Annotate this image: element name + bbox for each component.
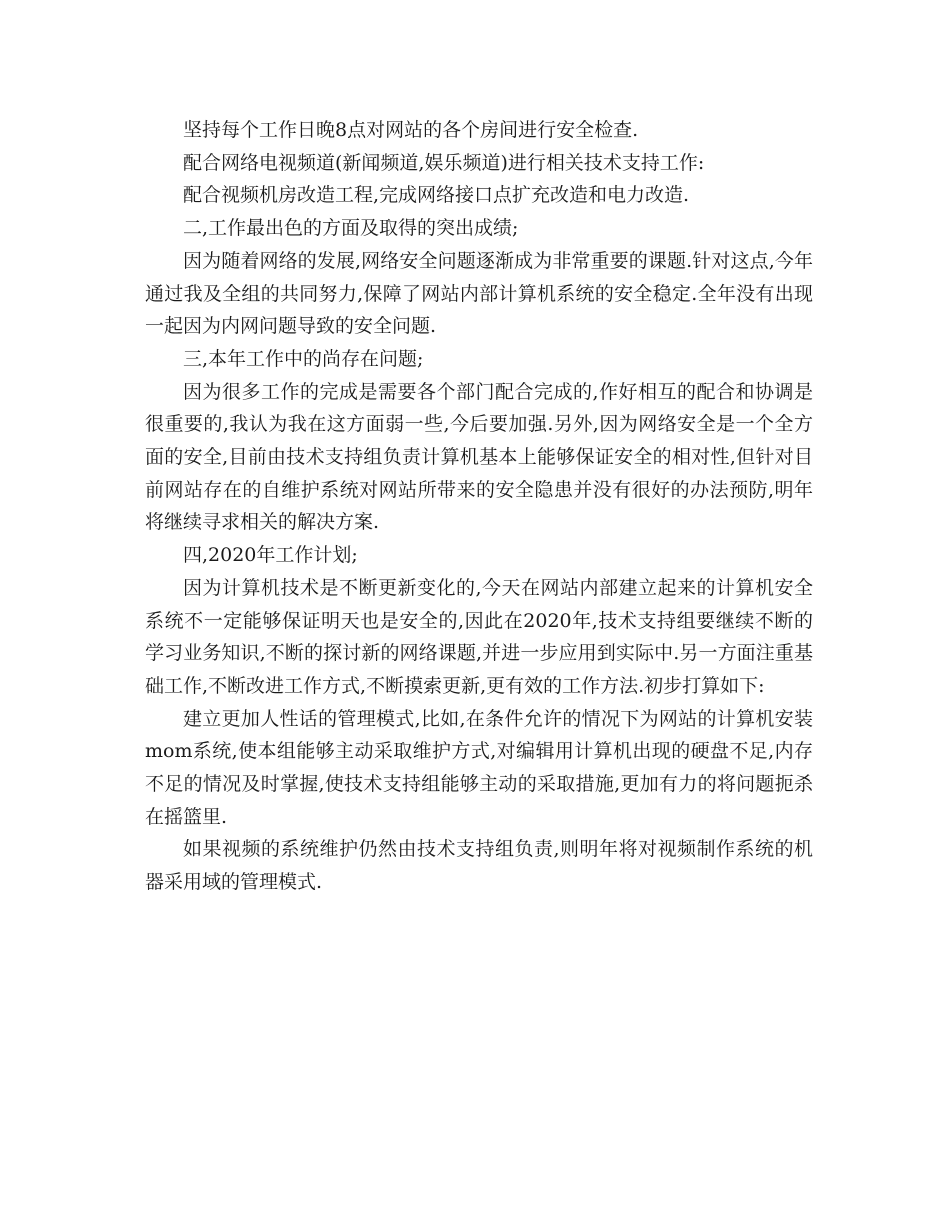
paragraph-problems: 因为很多工作的完成是需要各个部门配合完成的,作好相互的配合和协调是很重要的,我认为我在这方面弱一些,今后要加强.另外,因为网络安全是一个全方面的安全,目前由技术支持组负责计算机基本上能够保证安全的相对性,但针对目前网站存在的自维护系统对网站所带来的安全隐患并没有很好的办法预防,明年将继续寻求相关的解决方案.: [145, 380, 813, 534]
document-body: [145, 114, 813, 899]
section-heading-achievements: 二,工作最出色的方面及取得的突出成绩;: [183, 217, 519, 240]
paragraph-domain-management: 如果视频的系统维护仍然由技术支持组负责,则明年将对视频制作系统的机器采用域的管理模式.: [145, 838, 813, 894]
paragraph-management-model: 建立更加人性话的管理模式,比如,在条件允许的情况下为网站的计算机安装mom系统,使本组能够主动采取维护方式,对编辑用计算机出现的硬盘不足,内存不足的情况及时掌握,使技术支持组能够主动的采取措施,更加有力的将问题扼杀在摇篮里.: [145, 707, 813, 828]
paragraph-channel-support: 配合网络电视频道(新闻频道,娱乐频道)进行相关技术支持工作:: [183, 151, 705, 174]
paragraph-achievements: 因为随着网络的发展,网络安全问题逐渐成为非常重要的课题.针对这点,今年通过我及全组的共同努力,保障了网站内部计算机系统的安全稳定.全年没有出现一起因为内网问题导致的安全问题.: [145, 249, 813, 338]
paragraph-machine-room-renovation: 配合视频机房改造工程,完成网络接口点扩充改造和电力改造.: [183, 184, 690, 207]
section-heading-problems: 三,本年工作中的尚存在问题;: [183, 347, 424, 370]
section-heading-work-plan: 四,2020年工作计划;: [183, 544, 358, 567]
paragraph-work-plan: 因为计算机技术是不断更新变化的,今天在网站内部建立起来的计算机安全系统不一定能够保证明天也是安全的,因此在2020年,技术支持组要继续不断的学习业务知识,不断的探讨新的网络课题,并进一步应用到实际中.另一方面注重基础工作,不断改进工作方式,不断摸索更新,更有效的工作方法.初步打算如下:: [145, 576, 813, 697]
paragraph-daily-security-check: 坚持每个工作日晚8点对网站的各个房间进行安全检查.: [183, 119, 639, 141]
